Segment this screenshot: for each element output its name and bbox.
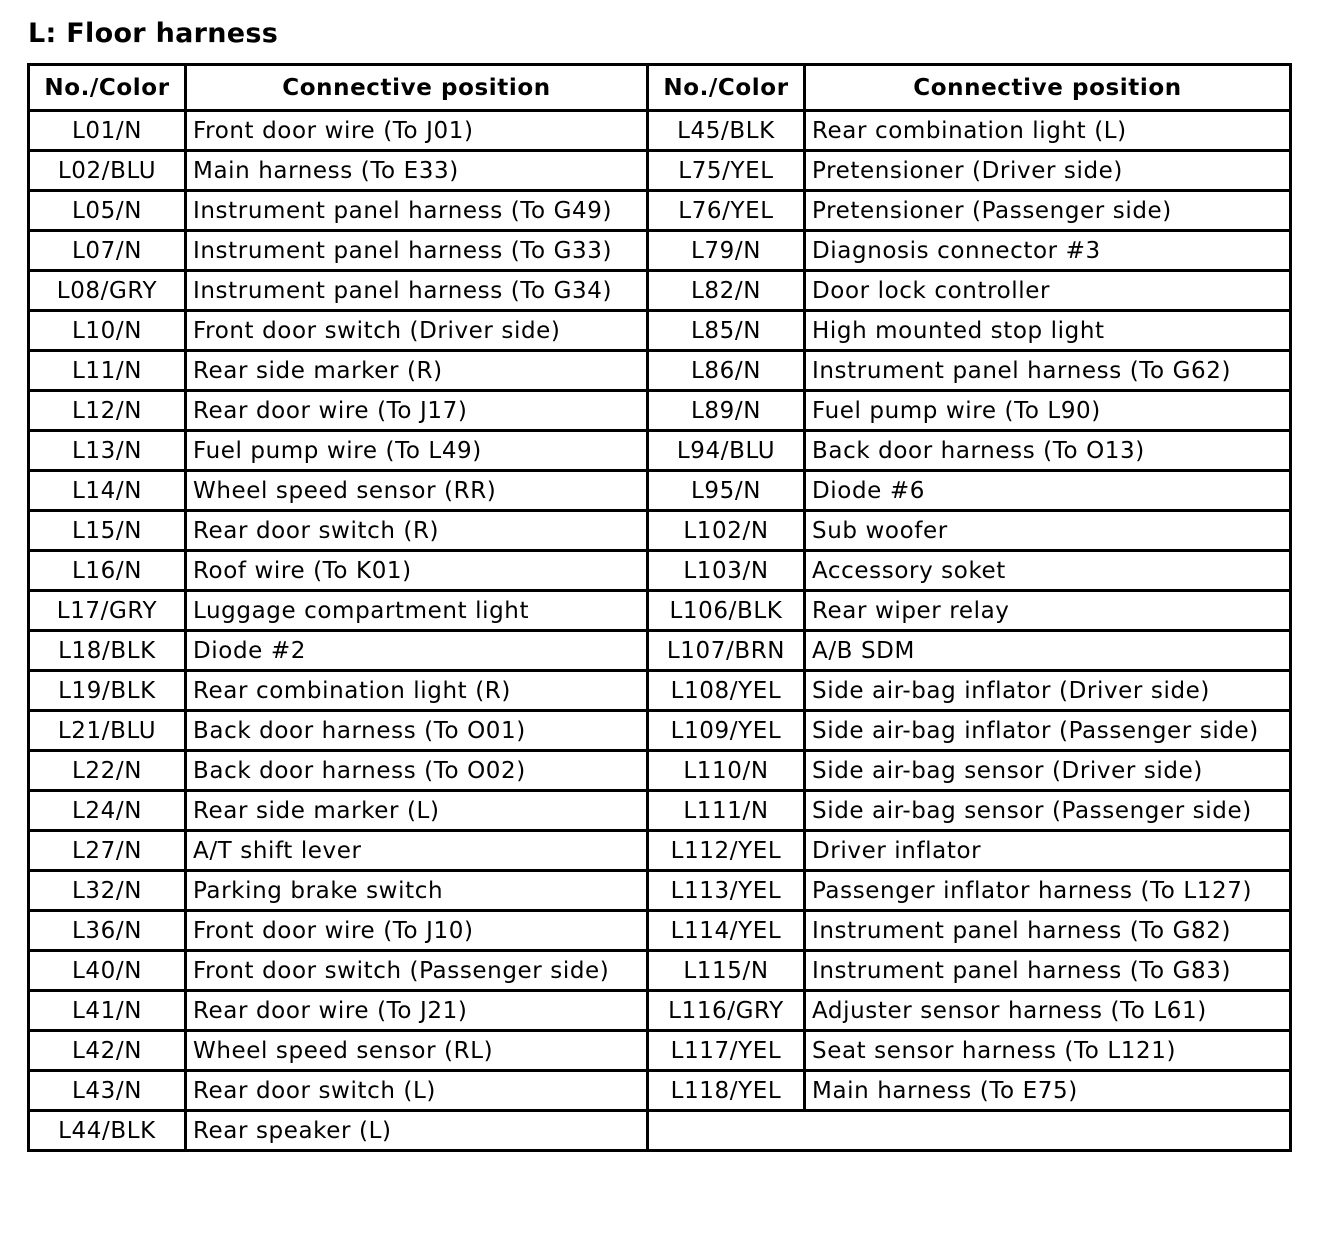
table-row	[29, 231, 1291, 271]
table-row	[29, 111, 1291, 151]
connective-position: Front door wire (To J10)	[186, 911, 648, 951]
connective-position: Seat sensor harness (To L121)	[805, 1031, 1291, 1071]
connector-no-color: L19/BLK	[29, 671, 186, 711]
connector-no-color: L110/N	[648, 751, 805, 791]
table-row	[29, 551, 1291, 591]
connective-position: Back door harness (To O01)	[186, 711, 648, 751]
empty-cell	[648, 1111, 1291, 1151]
connector-no-color: L114/YEL	[648, 911, 805, 951]
connective-position: Side air-bag inflator (Driver side)	[805, 671, 1291, 711]
table-row	[29, 511, 1291, 551]
connective-position: Front door switch (Driver side)	[186, 311, 648, 351]
connective-position: Diode #6	[805, 471, 1291, 511]
table-row	[29, 631, 1291, 671]
table-row	[29, 1071, 1291, 1111]
connector-no-color: L01/N	[29, 111, 186, 151]
connective-position: Adjuster sensor harness (To L61)	[805, 991, 1291, 1031]
connective-position: Fuel pump wire (To L90)	[805, 391, 1291, 431]
connector-no-color: L02/BLU	[29, 151, 186, 191]
table-row	[29, 711, 1291, 751]
connective-position: Rear door switch (L)	[186, 1071, 648, 1111]
connective-position: A/T shift lever	[186, 831, 648, 871]
floor-harness-table	[27, 63, 1292, 1152]
header-connective-position-right: Connective position	[805, 65, 1291, 111]
connective-position: Rear door wire (To J21)	[186, 991, 648, 1031]
connector-no-color: L95/N	[648, 471, 805, 511]
connective-position: Wheel speed sensor (RL)	[186, 1031, 648, 1071]
connector-no-color: L36/N	[29, 911, 186, 951]
connector-no-color: L17/GRY	[29, 591, 186, 631]
connective-position: Instrument panel harness (To G62)	[805, 351, 1291, 391]
connector-no-color: L24/N	[29, 791, 186, 831]
connective-position: Door lock controller	[805, 271, 1291, 311]
connector-no-color: L16/N	[29, 551, 186, 591]
connective-position: Back door harness (To O02)	[186, 751, 648, 791]
connective-position: Passenger inflator harness (To L127)	[805, 871, 1291, 911]
table-row	[29, 1031, 1291, 1071]
connector-no-color: L107/BRN	[648, 631, 805, 671]
page-title: L: Floor harness	[28, 18, 279, 49]
connective-position: Sub woofer	[805, 511, 1291, 551]
connective-position: Fuel pump wire (To L49)	[186, 431, 648, 471]
connector-no-color: L117/YEL	[648, 1031, 805, 1071]
connector-no-color: L86/N	[648, 351, 805, 391]
connector-no-color: L10/N	[29, 311, 186, 351]
connective-position: Rear speaker (L)	[186, 1111, 648, 1151]
connective-position: Rear door wire (To J17)	[186, 391, 648, 431]
connective-position: Diagnosis connector #3	[805, 231, 1291, 271]
connector-no-color: L42/N	[29, 1031, 186, 1071]
connective-position: Back door harness (To O13)	[805, 431, 1291, 471]
connector-no-color: L111/N	[648, 791, 805, 831]
connector-no-color: L116/GRY	[648, 991, 805, 1031]
connector-no-color: L75/YEL	[648, 151, 805, 191]
connector-no-color: L05/N	[29, 191, 186, 231]
connective-position: Instrument panel harness (To G83)	[805, 951, 1291, 991]
connector-no-color: L113/YEL	[648, 871, 805, 911]
connective-position: Instrument panel harness (To G34)	[186, 271, 648, 311]
connective-position: Pretensioner (Driver side)	[805, 151, 1291, 191]
connective-position: Side air-bag inflator (Passenger side)	[805, 711, 1291, 751]
table-row	[29, 591, 1291, 631]
connector-no-color: L13/N	[29, 431, 186, 471]
connector-no-color: L11/N	[29, 351, 186, 391]
connective-position: Accessory soket	[805, 551, 1291, 591]
table-row	[29, 871, 1291, 911]
connective-position: Front door wire (To J01)	[186, 111, 648, 151]
connector-no-color: L112/YEL	[648, 831, 805, 871]
connective-position: Rear combination light (R)	[186, 671, 648, 711]
table-header-row	[29, 65, 1291, 111]
connective-position: Rear side marker (R)	[186, 351, 648, 391]
connective-position: Instrument panel harness (To G49)	[186, 191, 648, 231]
connective-position: Diode #2	[186, 631, 648, 671]
connector-no-color: L85/N	[648, 311, 805, 351]
connective-position: Instrument panel harness (To G33)	[186, 231, 648, 271]
connector-no-color: L40/N	[29, 951, 186, 991]
connector-no-color: L108/YEL	[648, 671, 805, 711]
connective-position: Roof wire (To K01)	[186, 551, 648, 591]
connective-position: Rear wiper relay	[805, 591, 1291, 631]
table-row	[29, 911, 1291, 951]
connective-position: Wheel speed sensor (RR)	[186, 471, 648, 511]
table-row	[29, 671, 1291, 711]
connector-no-color: L79/N	[648, 231, 805, 271]
connective-position: Side air-bag sensor (Passenger side)	[805, 791, 1291, 831]
connective-position: A/B SDM	[805, 631, 1291, 671]
connector-no-color: L89/N	[648, 391, 805, 431]
connector-no-color: L109/YEL	[648, 711, 805, 751]
connector-no-color: L07/N	[29, 231, 186, 271]
connector-no-color: L94/BLU	[648, 431, 805, 471]
header-connective-position-left: Connective position	[186, 65, 648, 111]
connector-no-color: L32/N	[29, 871, 186, 911]
connective-position: Parking brake switch	[186, 871, 648, 911]
connector-no-color: L45/BLK	[648, 111, 805, 151]
connector-no-color: L106/BLK	[648, 591, 805, 631]
connector-no-color: L12/N	[29, 391, 186, 431]
table-row	[29, 751, 1291, 791]
table-row	[29, 831, 1291, 871]
table-body	[29, 111, 1291, 1151]
connector-no-color: L15/N	[29, 511, 186, 551]
connective-position: Driver inflator	[805, 831, 1291, 871]
connector-no-color: L14/N	[29, 471, 186, 511]
connector-no-color: L22/N	[29, 751, 186, 791]
connector-no-color: L103/N	[648, 551, 805, 591]
table-row	[29, 471, 1291, 511]
table-row	[29, 431, 1291, 471]
table-row	[29, 391, 1291, 431]
connector-no-color: L27/N	[29, 831, 186, 871]
table-row	[29, 951, 1291, 991]
connective-position: Side air-bag sensor (Driver side)	[805, 751, 1291, 791]
connective-position: Main harness (To E33)	[186, 151, 648, 191]
table-row	[29, 311, 1291, 351]
header-no-color-right: No./Color	[648, 65, 805, 111]
connector-no-color: L76/YEL	[648, 191, 805, 231]
table-row	[29, 991, 1291, 1031]
connector-no-color: L41/N	[29, 991, 186, 1031]
connector-no-color: L82/N	[648, 271, 805, 311]
table-row	[29, 1111, 1291, 1151]
connective-position: Instrument panel harness (To G82)	[805, 911, 1291, 951]
table-row	[29, 351, 1291, 391]
connector-no-color: L102/N	[648, 511, 805, 551]
connector-no-color: L21/BLU	[29, 711, 186, 751]
table-row	[29, 791, 1291, 831]
connector-no-color: L115/N	[648, 951, 805, 991]
connective-position: High mounted stop light	[805, 311, 1291, 351]
connector-no-color: L18/BLK	[29, 631, 186, 671]
connective-position: Rear door switch (R)	[186, 511, 648, 551]
connector-no-color: L44/BLK	[29, 1111, 186, 1151]
table-row	[29, 151, 1291, 191]
connective-position: Pretensioner (Passenger side)	[805, 191, 1291, 231]
connective-position: Rear side marker (L)	[186, 791, 648, 831]
connective-position: Luggage compartment light	[186, 591, 648, 631]
table-row	[29, 191, 1291, 231]
connective-position: Main harness (To E75)	[805, 1071, 1291, 1111]
connector-no-color: L08/GRY	[29, 271, 186, 311]
connective-position: Rear combination light (L)	[805, 111, 1291, 151]
table-row	[29, 271, 1291, 311]
connective-position: Front door switch (Passenger side)	[186, 951, 648, 991]
connector-no-color: L43/N	[29, 1071, 186, 1111]
connector-no-color: L118/YEL	[648, 1071, 805, 1111]
header-no-color-left: No./Color	[29, 65, 186, 111]
